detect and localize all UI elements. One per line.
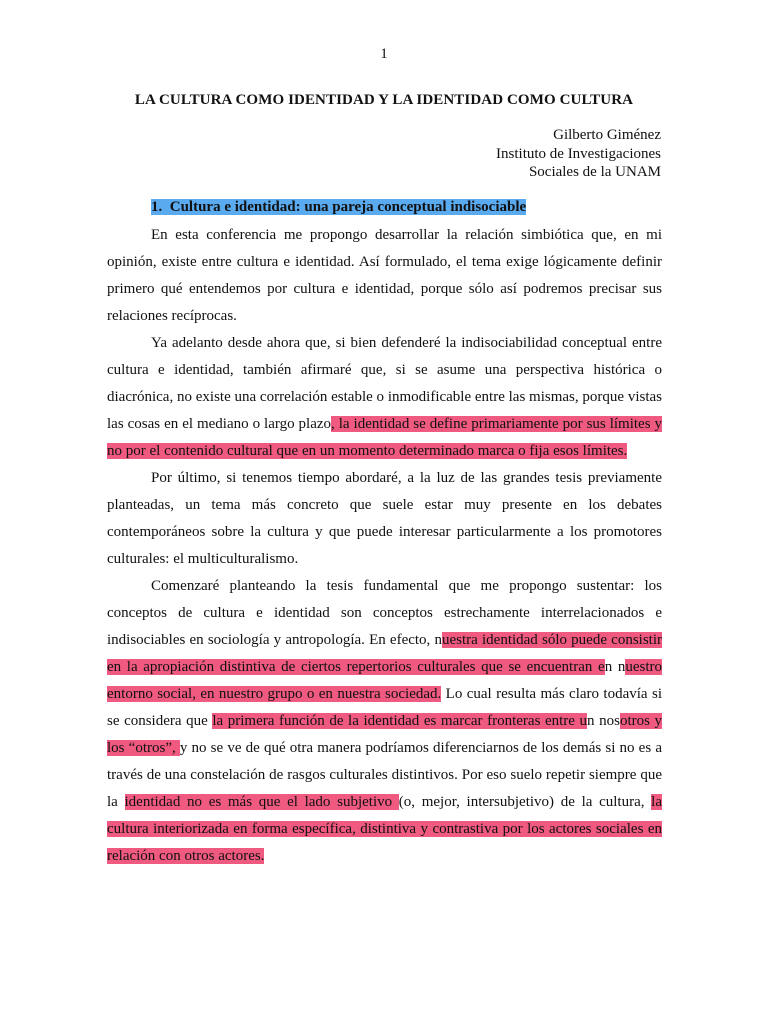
paragraph-text: Lo cual resulta más claro todavía si se considera que bbox=[107, 686, 662, 729]
paragraph bbox=[107, 222, 662, 330]
highlighted-text: otros y los “otros”, bbox=[107, 713, 663, 756]
paragraph-text: (o, mejor, intersubjetivo) de la cultura, bbox=[398, 794, 652, 810]
paragraph-text: En esta conferencia me propongo desarrollar la relación simbiótica que, en mi opinión, existe entre cultura e identidad. Así formulado, el tema exige lógicamente definir primero qué entendemos por cultura e identidad, porque sólo así podremos precisar sus relaciones recíprocas. bbox=[107, 227, 662, 324]
body-text bbox=[107, 222, 662, 870]
document-title: LA CULTURA COMO IDENTIDAD Y LA IDENTIDAD COMO CULTURA bbox=[134, 92, 634, 108]
highlighted-text: uestro entorno social, en nuestro grupo o en nuestra sociedad. bbox=[107, 659, 662, 702]
section-title: Cultura e identidad: una pareja conceptual indisociable bbox=[169, 199, 527, 215]
highlighted-text: identidad no es más que el lado subjetivo bbox=[124, 794, 399, 810]
paragraph-text: Ya adelanto desde ahora que, si bien defenderé la indisociabilidad conceptual entre cultura e identidad, también afirmaré que, si se asume una perspectiva histórica o diacrónica, no existe una correlación estable o inmodificable entre las mismas, porque vistas las cosas en el mediano o largo plazo bbox=[107, 335, 662, 432]
author-block bbox=[496, 126, 661, 182]
section-heading-highlight bbox=[151, 199, 526, 215]
author-institute-line-1: Instituto de Investigaciones bbox=[496, 145, 661, 162]
section-number: 1. bbox=[151, 199, 163, 215]
highlighted-text: uestra identidad sólo puede consistir en la apropiación distintiva de ciertos repertorios culturales que se encuentran e bbox=[107, 632, 662, 675]
highlighted-text: , la identidad se define primariamente por sus límites y no por el contenido cultural que en un momento determinado marca o fija esos límites. bbox=[107, 416, 662, 459]
paragraph bbox=[107, 465, 662, 573]
section-heading bbox=[151, 199, 526, 216]
paragraph-text: n nos bbox=[587, 713, 620, 729]
highlighted-text: la cultura interiorizada en forma específica, distintiva y contrastiva por los actores sociales en relación con otros actores. bbox=[107, 794, 662, 864]
paragraph-text: Comenzaré planteando la tesis fundamental que me propongo sustentar: los conceptos de cultura e identidad son conceptos estrechamente interrelacionados e indisociables en sociología y antropología. En efecto, n bbox=[107, 578, 662, 648]
paragraph-text: n n bbox=[604, 659, 626, 675]
paragraph-text: y no se ve de qué otra manera podríamos diferenciarnos de los demás si no es a través de una constelación de rasgos culturales distintivos. Por eso suelo repetir siempre que la bbox=[107, 740, 662, 810]
author-name: Gilberto Giménez bbox=[553, 127, 661, 143]
page-number: 1 bbox=[380, 46, 388, 62]
author-institute-line-2: Sociales de la UNAM bbox=[528, 164, 661, 180]
paragraph bbox=[107, 330, 662, 465]
paragraph-text: Por último, si tenemos tiempo abordaré, a la luz de las grandes tesis previamente planteadas, un tema más concreto que suele estar muy presente en los debates contemporáneos sobre la cultura y que puede interesar particularmente a los promotores culturales: el multiculturalismo. bbox=[107, 470, 662, 567]
highlighted-text: la primera función de la identidad es marcar fronteras entre u bbox=[212, 713, 588, 729]
paragraph bbox=[107, 573, 662, 870]
